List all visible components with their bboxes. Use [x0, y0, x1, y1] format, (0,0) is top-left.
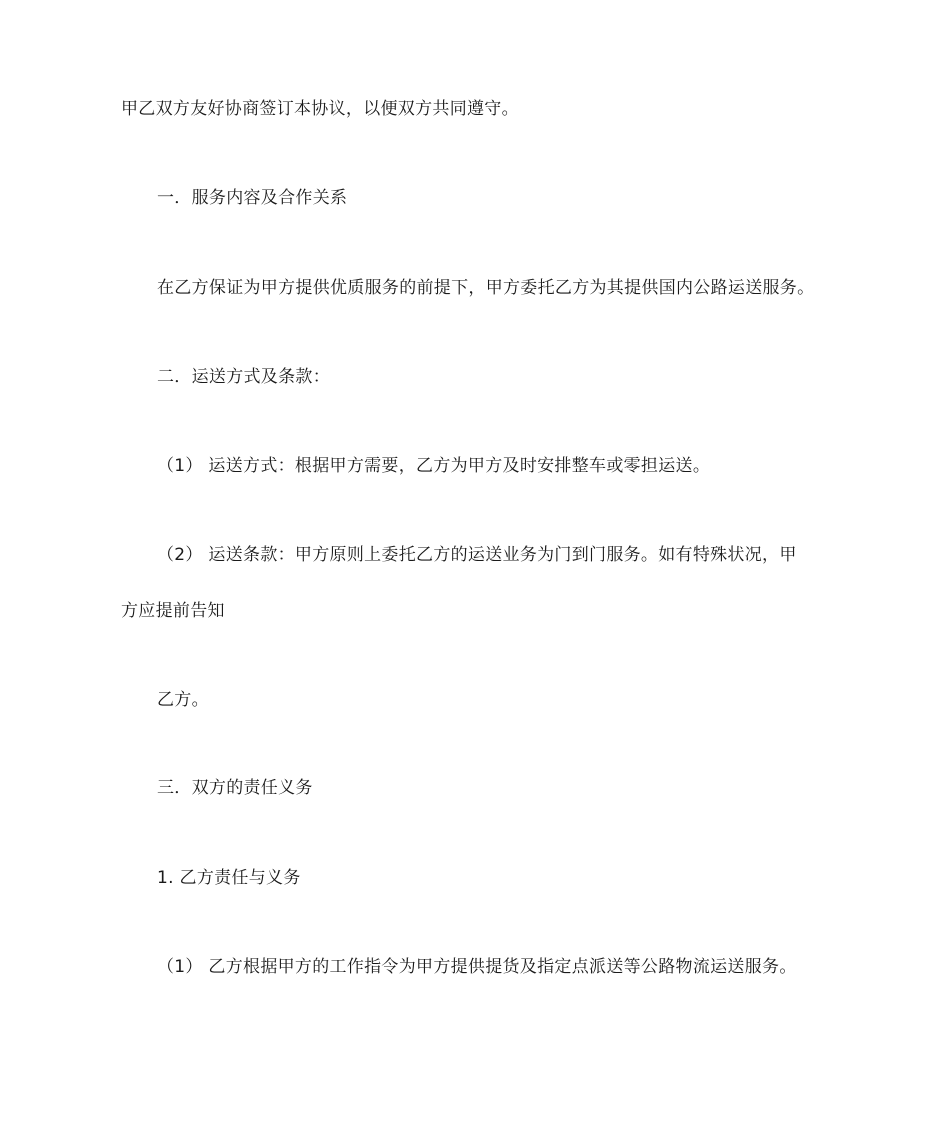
section-1-paragraph: 在乙方保证为甲方提供优质服务的前提下，甲方委托乙方为其提供国内公路运送服务。: [157, 278, 815, 298]
section-heading-3: 三．双方的责任义务: [157, 778, 313, 798]
intro-paragraph: 甲乙双方友好协商签订本协议，以便双方共同遵守。: [121, 99, 519, 119]
clause-transport-terms: （2） 运送条款：甲方原则上委托乙方的运送业务为门到门服务。如有特殊状况，甲: [157, 545, 797, 565]
clause-party-b-duty-1: （1） 乙方根据甲方的工作指令为甲方提供提货及指定点派送等公路物流运送服务。: [157, 957, 797, 977]
clause-transport-terms-continued: 方应提前告知: [121, 601, 225, 621]
section-heading-1: 一．服务内容及合作关系: [157, 188, 348, 208]
clause-transport-terms-end: 乙方。: [157, 690, 209, 710]
section-heading-2: 二．运送方式及条款：: [157, 367, 330, 387]
clause-transport-method: （1） 运送方式：根据甲方需要，乙方为甲方及时安排整车或零担运送。: [157, 456, 711, 476]
subsection-heading-party-b: 1. 乙方责任与义务: [157, 868, 301, 888]
